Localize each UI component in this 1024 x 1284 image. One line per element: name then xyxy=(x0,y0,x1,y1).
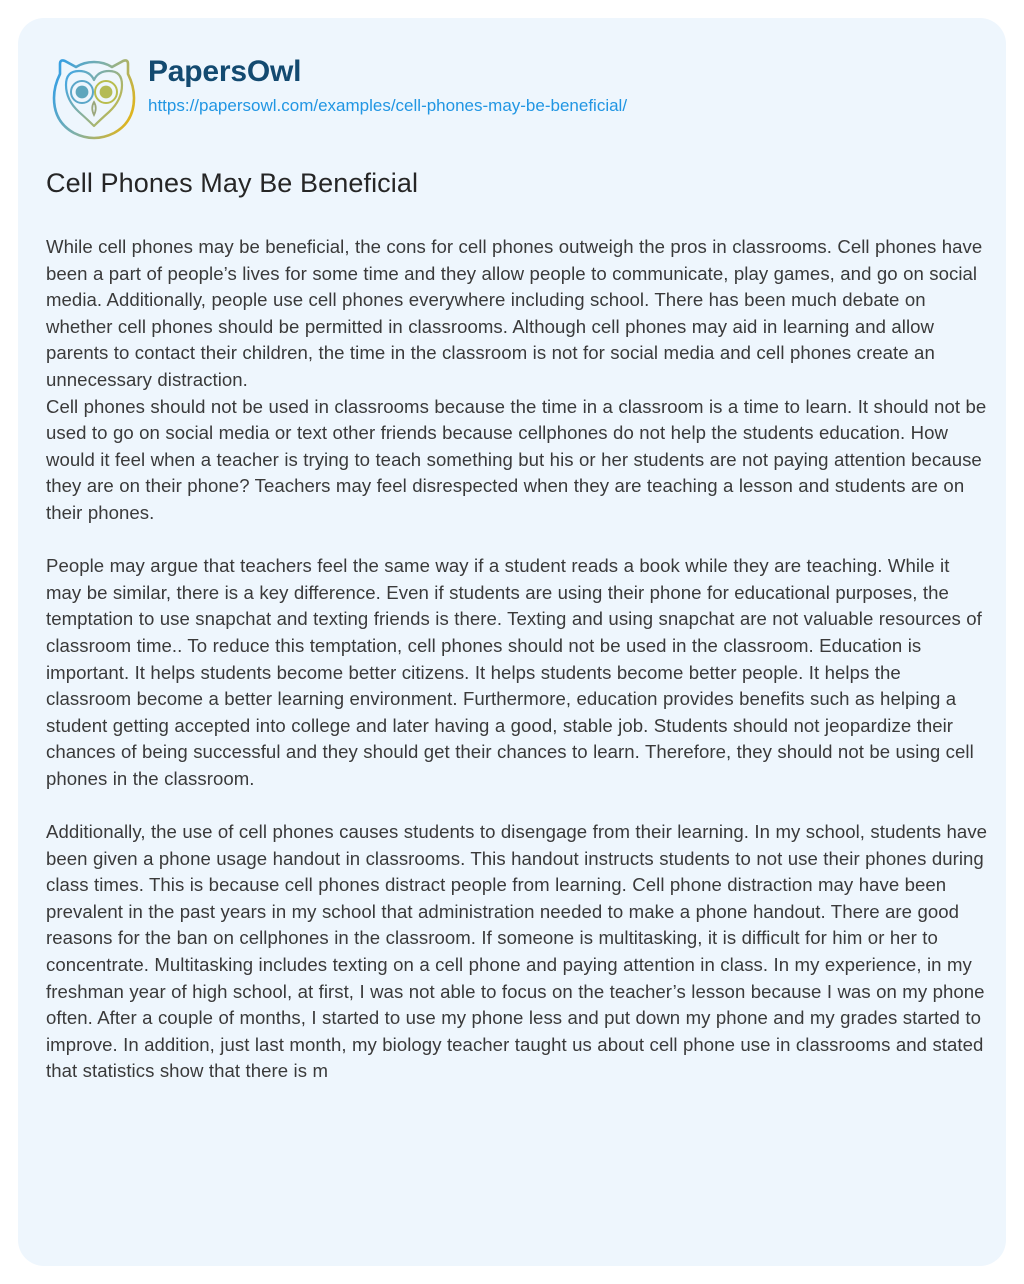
page-title: Cell Phones May Be Beneficial xyxy=(46,168,419,198)
brand-text-block xyxy=(148,40,627,116)
brand-name: PapersOwl xyxy=(148,55,302,88)
article-body xyxy=(46,234,990,1085)
body-paragraph: While cell phones may be beneficial, the cons for cell phones outweigh the pros in classrooms. Cell phones have been a part of people’s lives for some time and they allow people to communicate, play games, and go on social media. Additionally, people use cell phones everywhere including school. There has been much debate on whether cell phones should be permitted in classrooms. Although cell phones may aid in learning and allow parents to contact their children, the time in the classroom is not for social media and cell phones create an unnecessary distraction. xyxy=(46,236,983,390)
document-page xyxy=(18,18,1006,1266)
source-url-link[interactable]: https://papersowl.com/examples/cell-phones-may-be-beneficial/ xyxy=(148,95,628,115)
body-paragraph: Cell phones should not be used in classrooms because the time in a classroom is a time to learn. It should not be used to go on social media or text other friends because cellphones do not help the students education. How would it feel when a teacher is trying to teach something but his or her students are not paying attention because they are on their phone? Teachers may feel disrespected when they are teaching a lesson and students are on their phones. xyxy=(46,395,987,523)
site-header xyxy=(46,40,627,144)
owl-logo-icon xyxy=(46,40,142,144)
body-paragraph: Additionally, the use of cell phones causes students to disengage from their learning. In my school, students have been given a phone usage handout in classrooms. This handout instructs students to not use their phones during class times. This is because cell phones distract people from learning. Cell phone distraction may have been prevalent in the past years in my school that administration needed to make a phone handout. There are good reasons for the ban on cellphones in the classroom. If someone is multitasking, it is difficult for him or her to concentrate. Multitasking includes texting on a cell phone and paying attention in class. In my experience, in my freshman year of high school, at first, I was not able to focus on the teacher’s lesson because I was on my phone often. After a couple of months, I started to use my phone less and put down my phone and my grades started to improve. In addition, just last month, my biology teacher taught us about cell phone use in classrooms and stated that statistics show that there is m xyxy=(46,821,988,1082)
body-paragraph: People may argue that teachers feel the same way if a student reads a book while they are teaching. While it may be similar, there is a key difference. Even if students are using their phone for educational purposes, the temptation to use snapchat and texting friends is there. Texting and using snapchat are not valuable resources of classroom time.. To reduce this temptation, cell phones should not be used in the classroom. Education is important. It helps students become better citizens. It helps students become better people. It helps the classroom become a better learning environment. Furthermore, education provides benefits such as helping a student getting accepted into college and later having a good, stable job. Students should not jeopardize their chances of being successful and they should get their chances to learn. Therefore, they should not be using cell phones in the classroom. xyxy=(46,555,982,789)
